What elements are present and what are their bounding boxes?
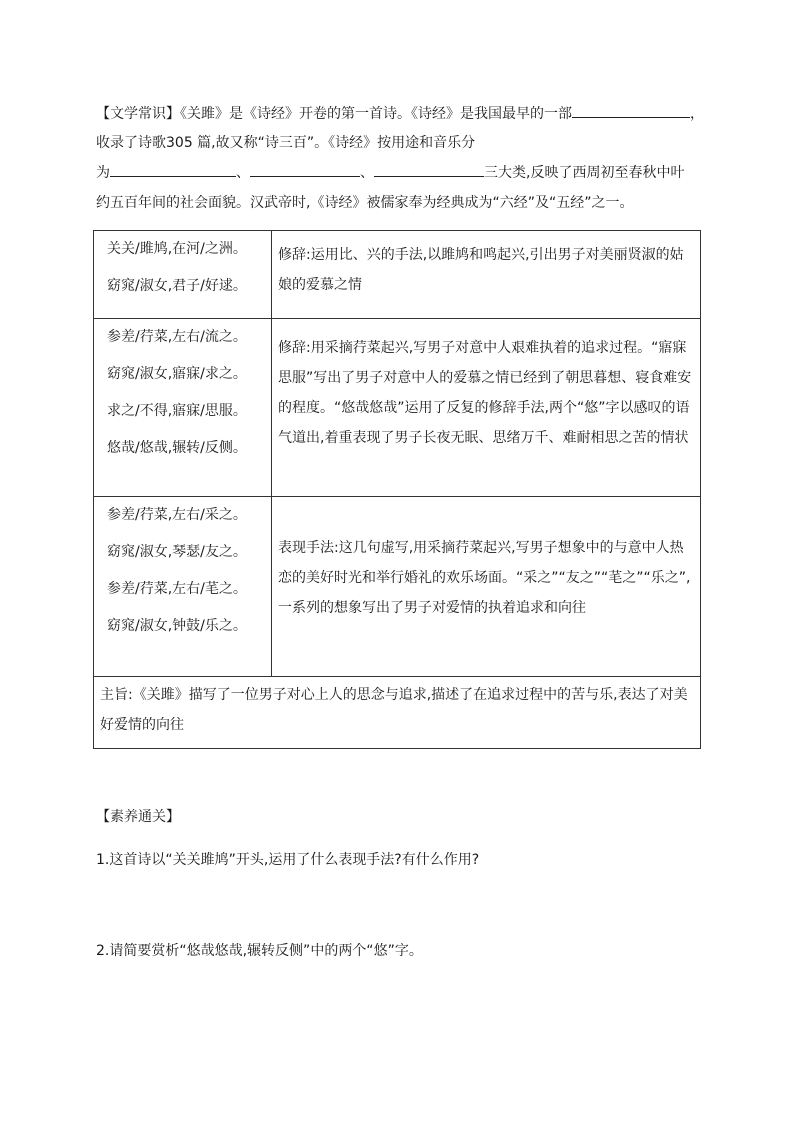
intro-text-3b: 三大类,反映了西周初至春秋中叶 bbox=[484, 165, 685, 181]
table-row bbox=[94, 497, 701, 677]
verse-cell bbox=[94, 319, 272, 497]
verse-line: 求之/不得,寤寐/思服。 bbox=[107, 403, 247, 419]
analysis-cell: 修辞:运用比、兴的手法,以雎鸠和鸣起兴,引出男子对美丽贤淑的姑娘的爱慕之情 bbox=[272, 231, 701, 319]
verse-line: 窈窕/淑女,寤寐/求之。 bbox=[107, 366, 247, 382]
intro-comma: ， bbox=[690, 106, 704, 122]
question-1: 1.这首诗以“关关雎鸠”开头,运用了什么表现手法?有什么作用? bbox=[96, 852, 480, 868]
verse-line: 关关/雎鸠,在河/之洲。 bbox=[107, 241, 247, 257]
verse-line: 参差/荇菜,左右/流之。 bbox=[107, 329, 247, 345]
intro-line-1 bbox=[96, 103, 704, 123]
intro-text-1: 【文学常识】《关雎》是《诗经》开卷的第一首诗。《诗经》是我国最早的一部 bbox=[96, 106, 572, 122]
answer-blank-4[interactable] bbox=[374, 162, 484, 177]
verse-line: 悠哉/悠哉,辗转/反侧。 bbox=[107, 440, 247, 456]
poem-analysis-table bbox=[93, 230, 701, 749]
verse-line: 窈窕/淑女,君子/好逑。 bbox=[107, 278, 247, 294]
blank-separator-1: 、 bbox=[236, 165, 250, 181]
verse-line: 参差/荇菜,左右/采之。 bbox=[107, 507, 247, 523]
answer-blank-2[interactable] bbox=[110, 162, 236, 177]
intro-line-2: 收录了诗歌305 篇,故又称“诗三百”。《诗经》按用途和音乐分 bbox=[96, 135, 476, 151]
analysis-cell: 修辞:用采摘荇菜起兴,写男子对意中人艰难执着的追求过程。“寤寐思服”写出了男子对意中人的爱慕之情已经到了朝思暮想、寝食难安的程度。“悠哉悠哉”运用了反复的修辞手法,两个“悠”字以感叹的语气道出,着重表现了男子长夜无眠、思绪万千、难耐相思之苦的情状 bbox=[272, 319, 701, 497]
blank-separator-2: 、 bbox=[360, 165, 374, 181]
section-heading: 【素养通关】 bbox=[96, 809, 180, 825]
verse-line: 参差/荇菜,左右/芼之。 bbox=[107, 581, 247, 597]
table-row bbox=[94, 319, 701, 497]
intro-line-3 bbox=[96, 162, 684, 182]
verse-line: 窈窕/淑女,琴瑟/友之。 bbox=[107, 544, 247, 560]
verse-cell bbox=[94, 231, 272, 319]
answer-blank-1[interactable] bbox=[572, 103, 690, 118]
summary-cell: 主旨:《关雎》描写了一位男子对心上人的思念与追求,描述了在追求过程中的苦与乐,表达了对美好爱情的向往 bbox=[94, 677, 701, 749]
table-row bbox=[94, 677, 701, 749]
intro-line-4: 约五百年间的社会面貌。汉武帝时,《诗经》被儒家奉为经典成为“六经”及“五经”之一。 bbox=[96, 195, 634, 211]
table-row bbox=[94, 231, 701, 319]
verse-line: 窈窕/淑女,钟鼓/乐之。 bbox=[107, 618, 247, 634]
question-2: 2.请简要赏析“悠哉悠哉,辗转反侧”中的两个“悠”字。 bbox=[96, 943, 423, 959]
verse-cell bbox=[94, 497, 272, 677]
analysis-cell: 表现手法:这几句虚写,用采摘荇菜起兴,写男子想象中的与意中人热恋的美好时光和举行婚礼的欢乐场面。“采之”“友之”“芼之”“乐之”,一系列的想象写出了男子对爱情的执着追求和向往 bbox=[272, 497, 701, 677]
answer-blank-3[interactable] bbox=[250, 162, 360, 177]
intro-text-3a: 为 bbox=[96, 165, 110, 181]
